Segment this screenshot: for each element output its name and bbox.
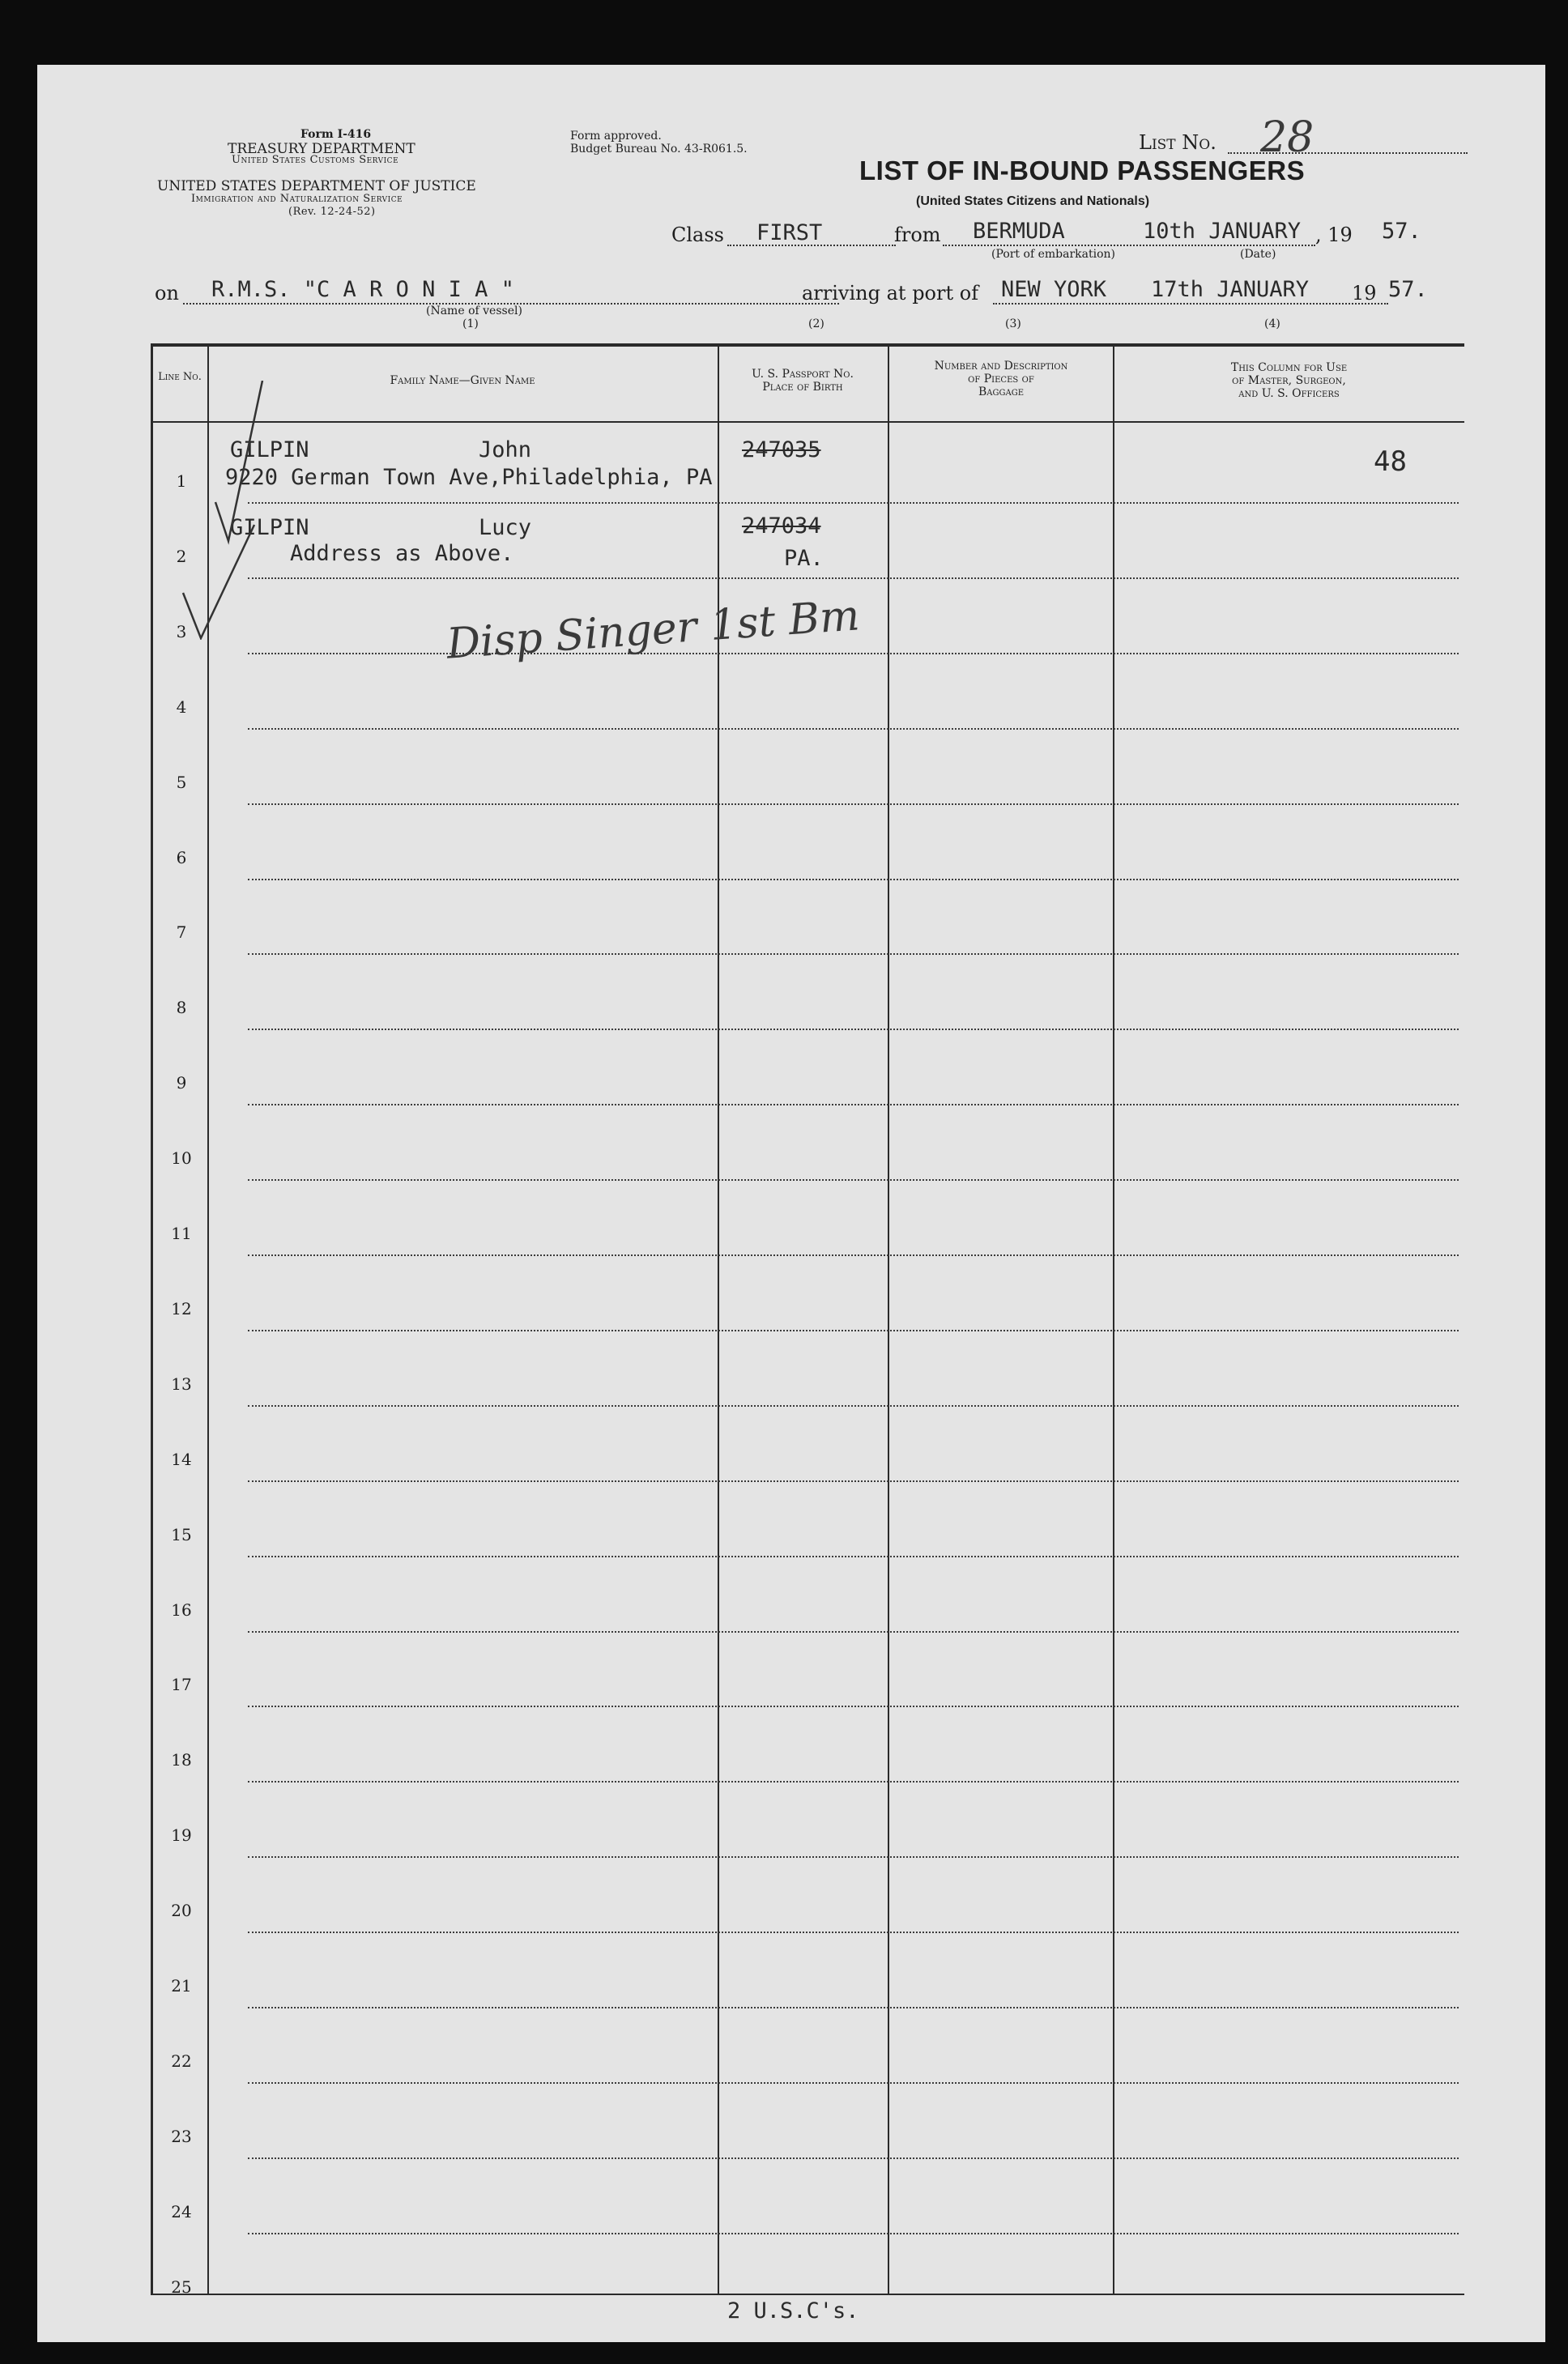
arrival-line — [993, 303, 1388, 305]
row-number: 12 — [171, 1298, 192, 1318]
form-number: Form I-416 — [300, 128, 372, 141]
arrival-date: 17th JANUARY — [1151, 277, 1310, 302]
vessel-caption: (Name of vessel) — [426, 305, 522, 317]
row-line — [248, 577, 1459, 579]
row-number: 8 — [176, 998, 187, 1018]
row-number: 5 — [176, 772, 187, 792]
row-line — [248, 653, 1459, 654]
treasury-department: TREASURY DEPARTMENT — [228, 141, 415, 157]
row-number: 19 — [171, 1825, 192, 1846]
entry-2-passport: 247034 — [742, 513, 821, 539]
page-title: LIST OF IN-BOUND PASSENGERS — [859, 155, 1306, 185]
row-line — [248, 879, 1459, 880]
list-no-value: 28 — [1260, 113, 1314, 162]
table-top-rule — [151, 343, 1464, 347]
row-number: 24 — [171, 2201, 192, 2221]
row-number: 9 — [176, 1073, 187, 1093]
date-caption: (Date) — [1240, 248, 1276, 261]
footer-note: 2 U.S.C's. — [727, 2298, 859, 2324]
entry-2-given: Lucy — [479, 515, 532, 540]
row-line — [248, 1781, 1459, 1783]
row-line — [248, 2007, 1459, 2008]
entry-1-family: GILPIN — [230, 437, 309, 462]
row-number: 14 — [171, 1449, 192, 1469]
row-line — [248, 1480, 1459, 1482]
entry-2-family: GILPIN — [230, 515, 309, 540]
row-number: 15 — [171, 1524, 192, 1544]
row-number: 20 — [171, 1901, 192, 1921]
revision: (Rev. 12-24-52) — [288, 206, 376, 218]
row-line — [248, 502, 1459, 504]
col-header-officers-2: of Master, Surgeon, — [1232, 374, 1346, 387]
row-line — [248, 1029, 1459, 1030]
col-header-baggage-2: of Pieces of — [968, 373, 1034, 385]
row-line — [248, 1330, 1459, 1331]
col-header-baggage-3: Baggage — [978, 385, 1024, 398]
on-label: on — [155, 282, 179, 305]
row-line — [248, 803, 1459, 805]
row-line — [248, 1932, 1459, 1933]
entry-2-birth: PA. — [784, 546, 824, 571]
list-no-label: List No. — [1139, 131, 1216, 154]
caption-3: (3) — [1005, 317, 1021, 330]
row-number: 17 — [171, 1675, 192, 1695]
table-header-rule — [151, 421, 1464, 423]
row-number: 13 — [171, 1374, 192, 1394]
arrival-year: 57. — [1388, 277, 1428, 302]
year-prefix: , 19 — [1315, 224, 1353, 246]
vessel-value: R.M.S. "C A R O N I A " — [211, 277, 514, 302]
caption-1: (1) — [462, 317, 479, 330]
year-value: 57. — [1382, 219, 1421, 244]
arrival-year-prefix: 19 — [1352, 282, 1377, 305]
row-number: 23 — [171, 2126, 192, 2146]
ins-line: Immigration and Naturalization Service — [191, 193, 403, 205]
row-number: 1 — [176, 471, 187, 491]
row-line — [248, 953, 1459, 955]
row-number: 3 — [176, 621, 187, 641]
col-header-passport-1: U. S. Passport No. — [752, 368, 854, 381]
row-number: 10 — [171, 1148, 192, 1169]
arrival-port: NEW YORK — [1001, 277, 1107, 302]
row-number: 7 — [176, 922, 187, 943]
entry-1-address: 9220 German Town Ave,Philadelphia, PA — [225, 465, 713, 490]
row-number: 11 — [171, 1224, 192, 1243]
entry-1-given: John — [479, 437, 532, 462]
row-line — [248, 1856, 1459, 1858]
class-label: Class — [671, 224, 724, 246]
row-number: 18 — [171, 1750, 192, 1770]
row-line — [248, 2082, 1459, 2084]
row-line — [248, 2233, 1459, 2234]
row-line — [248, 1179, 1459, 1181]
col-header-name: Family Name—Given Name — [390, 374, 535, 387]
customs-service: United States Customs Service — [232, 154, 399, 166]
passport-rule — [888, 343, 889, 2295]
col-header-officers-1: This Column for Use — [1230, 361, 1348, 374]
col-header-passport-2: Place of Birth — [762, 381, 843, 394]
row-number: 25 — [171, 2277, 192, 2297]
arriving-label: arriving at port of — [802, 282, 979, 305]
baggage-rule — [1113, 343, 1114, 2295]
col-header-baggage-1: Number and Description — [934, 360, 1068, 373]
row-number: 6 — [176, 847, 187, 867]
row-number: 2 — [176, 546, 187, 566]
from-line — [943, 245, 1315, 246]
col-header-line-no: Line No. — [158, 371, 202, 383]
row-number: 16 — [171, 1599, 192, 1620]
entry-1-passport: 247035 — [742, 437, 821, 462]
caption-4: (4) — [1264, 317, 1280, 330]
col-header-officers-3: and U. S. Officers — [1238, 387, 1340, 400]
row-line — [248, 1405, 1459, 1407]
row-line — [248, 1104, 1459, 1105]
manifest-page — [37, 65, 1545, 2342]
port-embark-caption: (Port of embarkation) — [991, 248, 1115, 261]
caption-2: (2) — [808, 317, 824, 330]
row-number: 22 — [171, 2051, 192, 2071]
from-label: from — [894, 224, 941, 246]
row-line — [248, 728, 1459, 730]
row-number: 4 — [176, 696, 187, 717]
entry-2-address: Address as Above. — [290, 541, 514, 566]
page-subtitle: (United States Citizens and Nationals) — [916, 194, 1150, 208]
form-approved: Form approved. — [570, 130, 662, 143]
entry-1-officer-note: 48 — [1374, 445, 1407, 478]
row-line — [248, 1706, 1459, 1707]
from-value: BERMUDA — [973, 219, 1065, 244]
row-line — [248, 1254, 1459, 1256]
class-value: FIRST — [756, 220, 823, 245]
row-number: 21 — [171, 1976, 192, 1996]
checkmark-icon — [167, 381, 280, 640]
table-bottom-rule — [151, 2294, 1464, 2295]
handwritten-note: Disp Singer 1st Bm — [445, 591, 862, 669]
from-date: 10th JANUARY — [1143, 219, 1302, 244]
budget-bureau: Budget Bureau No. 43-R061.5. — [570, 143, 748, 155]
table-left-rule — [151, 343, 153, 2295]
row-line — [248, 1556, 1459, 1557]
justice-department: UNITED STATES DEPARTMENT OF JUSTICE — [157, 178, 476, 194]
row-line — [248, 1631, 1459, 1633]
row-line — [248, 2157, 1459, 2159]
